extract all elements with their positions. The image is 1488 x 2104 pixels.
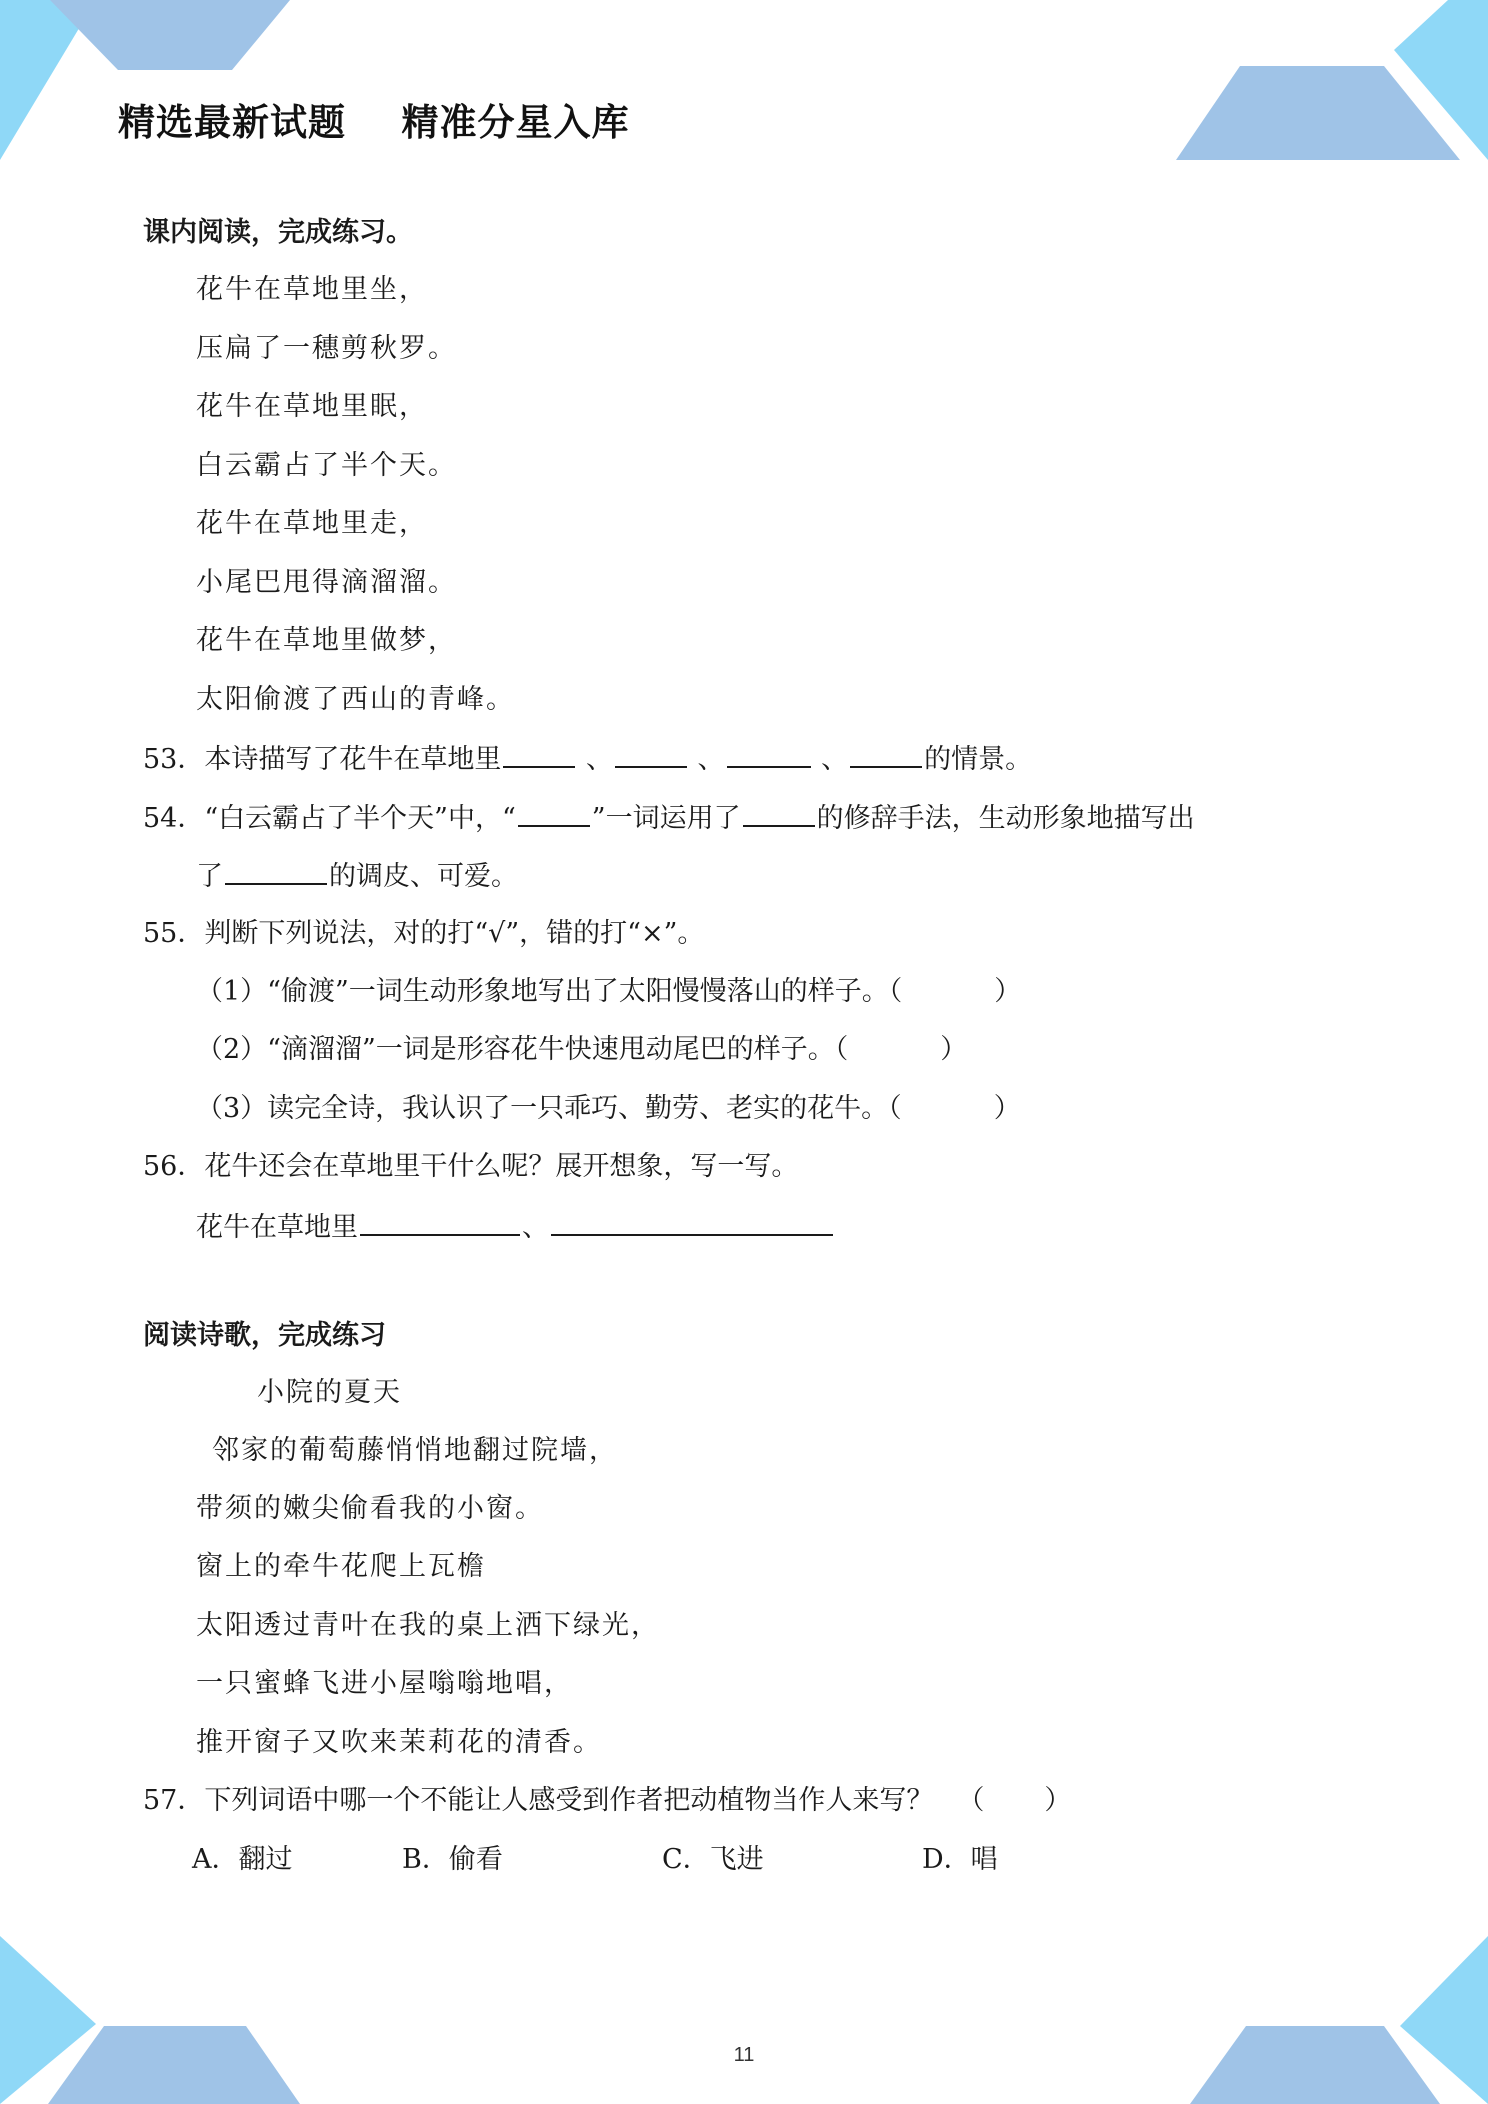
question-number: 56． [143,1151,205,1182]
answer-blank[interactable] [551,1208,833,1236]
option-b[interactable]: B．偷看 [402,1844,503,1875]
answer-blank[interactable] [850,740,922,768]
judgement-text: （3）读完全诗，我认识了一只乖巧、勤劳、老实的花牛。（ [196,1093,902,1124]
question-text: 花牛还会在草地里干什么呢？展开想象，写一写。 [204,1151,799,1182]
question-53 [143,740,1032,778]
question-text: 本诗描写了花牛在草地里 [204,744,502,775]
question-text: 的修辞手法，生动形象地描写出 [816,803,1195,834]
question-text: 的调皮、可爱。 [329,861,518,892]
answer-blank[interactable] [503,740,575,768]
separator: 、 [688,744,725,775]
poem-line: 推开窗子又吹来茉莉花的清香。 [196,1727,602,1758]
question-text: ”一词运用了 [591,803,741,834]
paren-close: ） [993,1093,1021,1124]
paren-close: ） [994,976,1022,1007]
poem-line: 太阳透过青叶在我的桌上洒下绿光， [196,1610,660,1641]
question-56 [143,1149,798,1185]
judgement-item-1 [196,974,1021,1010]
question-text: 花牛在草地里 [196,1212,358,1243]
poem-line: 窗上的牵牛花爬上瓦檐 [196,1551,486,1582]
question-55 [143,916,704,952]
poem-line: 花牛在草地里眠， [196,391,428,422]
decor-shape-top-right-triangle [1394,0,1488,160]
answer-blank[interactable] [360,1208,520,1236]
poem-line: 带须的嫩尖偷看我的小窗。 [196,1493,544,1524]
paren-close: ） [940,1034,968,1065]
poem-line: 花牛在草地里走， [196,508,428,539]
poem-line: 太阳偷渡了西山的青峰。 [196,684,515,715]
answer-blank[interactable] [615,740,687,768]
separator: 、 [522,1212,549,1243]
poem-line: 邻家的葡萄藤悄悄地翻过院墙， [212,1435,618,1466]
question-57 [143,1783,1071,1819]
section-heading-1: 课内阅读，完成练习。 [143,217,413,248]
separator: 、 [812,744,849,775]
decor-shape-top-left-triangle [0,0,96,160]
judgement-item-2 [196,1032,967,1068]
question-54-continued [196,857,518,895]
judgement-text: （2）“滴溜溜”一词是形容花牛快速甩动尾巴的样子。（ [196,1034,849,1065]
question-text: “白云霸占了半个天”中，“ [204,803,516,834]
poem-line: 花牛在草地里做梦， [196,625,457,656]
question-number: 55． [143,918,205,949]
decor-shape-top-right-trapezoid [1176,66,1460,160]
question-text: 判断下列说法，对的打“√”，错的打“×”。 [204,918,705,949]
answer-blank[interactable] [518,799,590,827]
poem-line: 小尾巴甩得滴溜溜。 [196,567,457,598]
decor-shape-top-left-parallelogram [50,0,290,70]
question-54 [143,799,1195,837]
question-number: 57． [143,1785,205,1816]
question-text: 下列词语中哪一个不能让人感受到作者把动植物当作人来写？ [204,1785,934,1816]
judgement-item-3 [196,1091,1021,1127]
question-56-answer-line [196,1208,835,1246]
option-d[interactable]: D．唱 [922,1844,998,1875]
decor-shape-bottom-left-triangle [0,1936,96,2104]
page-number: 11 [733,2044,755,2066]
question-text: 了 [196,861,223,892]
question-text: 的情景。 [924,744,1033,775]
option-a[interactable]: A．翻过 [192,1844,293,1875]
poem-line: 压扁了一穗剪秋罗。 [196,333,457,364]
question-number: 53． [143,744,205,775]
section-heading-2: 阅读诗歌，完成练习 [143,1320,386,1351]
answer-blank[interactable] [743,799,815,827]
paren-open: （ [957,1785,985,1816]
poem-line: 花牛在草地里坐， [196,274,428,305]
answer-blank[interactable] [225,857,327,885]
page-header-title: 精选最新试题 精准分星入库 [118,101,630,144]
judgement-text: （1）“偷渡”一词生动形象地写出了太阳慢慢落山的样子。（ [196,976,903,1007]
poem-title: 小院的夏天 [257,1377,402,1408]
decor-shape-bottom-right-triangle [1400,1936,1488,2104]
option-c[interactable]: C．飞进 [662,1844,764,1875]
answer-blank[interactable] [727,740,811,768]
separator: 、 [577,744,613,775]
paren-close: ） [1044,1785,1072,1816]
poem-line: 一只蜜蜂飞进小屋嗡嗡地唱， [196,1668,573,1699]
poem-line: 白云霸占了半个天。 [196,450,457,481]
question-number: 54． [143,803,205,834]
